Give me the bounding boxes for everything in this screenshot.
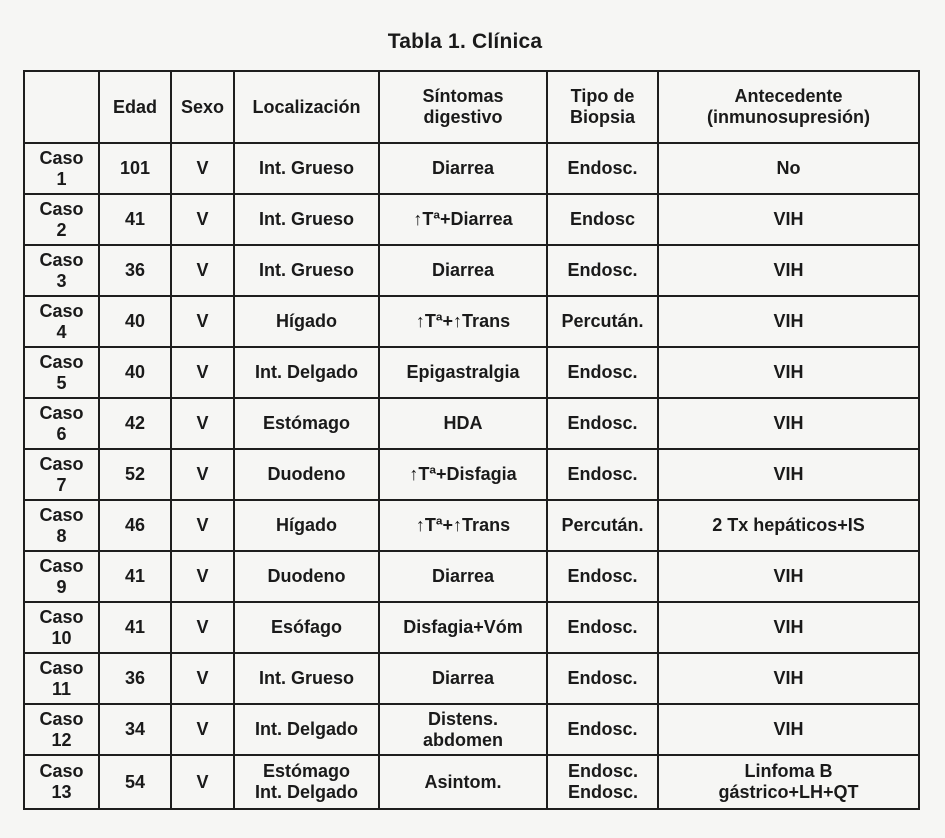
cell-localizacion: Int. Grueso bbox=[234, 143, 379, 194]
table-row bbox=[24, 653, 919, 704]
cell-edad: 52 bbox=[99, 449, 171, 500]
cell-biopsia: Endosc. bbox=[547, 398, 658, 449]
cell-sintomas: HDA bbox=[379, 398, 547, 449]
header-sintomas: Síntomas digestivo bbox=[379, 71, 547, 143]
cell-sexo: V bbox=[171, 602, 234, 653]
cell-edad: 40 bbox=[99, 296, 171, 347]
cell-sintomas: Asintom. bbox=[379, 755, 547, 809]
cell-sexo: V bbox=[171, 143, 234, 194]
cell-caso: Caso 5 bbox=[24, 347, 99, 398]
table-row bbox=[24, 296, 919, 347]
cell-localizacion: Int. Delgado bbox=[234, 704, 379, 755]
cell-localizacion: Hígado bbox=[234, 296, 379, 347]
table-header-row bbox=[24, 71, 919, 143]
cell-sexo: V bbox=[171, 704, 234, 755]
cell-antecedente: No bbox=[658, 143, 919, 194]
cell-edad: 46 bbox=[99, 500, 171, 551]
cell-biopsia: Endosc. bbox=[547, 551, 658, 602]
cell-caso: Caso 2 bbox=[24, 194, 99, 245]
cell-localizacion: Esófago bbox=[234, 602, 379, 653]
header-localizacion: Localización bbox=[234, 71, 379, 143]
cell-antecedente: Linfoma B gástrico+LH+QT bbox=[658, 755, 919, 809]
cell-sexo: V bbox=[171, 398, 234, 449]
cell-biopsia: Endosc. bbox=[547, 245, 658, 296]
cell-edad: 41 bbox=[99, 602, 171, 653]
cell-localizacion: Duodeno bbox=[234, 551, 379, 602]
cell-sexo: V bbox=[171, 551, 234, 602]
header-corner bbox=[24, 71, 99, 143]
cell-edad: 36 bbox=[99, 653, 171, 704]
table-row bbox=[24, 602, 919, 653]
cell-biopsia: Endosc. bbox=[547, 347, 658, 398]
cell-edad: 34 bbox=[99, 704, 171, 755]
table-row bbox=[24, 449, 919, 500]
page-title: Tabla 1. Clínica bbox=[387, 30, 543, 53]
header-edad: Edad bbox=[99, 71, 171, 143]
cell-caso: Caso 7 bbox=[24, 449, 99, 500]
cell-sintomas: Diarrea bbox=[379, 245, 547, 296]
cell-biopsia: Endosc. bbox=[547, 602, 658, 653]
cell-sintomas: Epigastralgia bbox=[379, 347, 547, 398]
cell-sintomas: ↑Tª+↑Trans bbox=[379, 296, 547, 347]
cell-edad: 41 bbox=[99, 551, 171, 602]
cell-localizacion: Duodeno bbox=[234, 449, 379, 500]
cell-biopsia: Percután. bbox=[547, 296, 658, 347]
cell-sexo: V bbox=[171, 449, 234, 500]
table-row bbox=[24, 194, 919, 245]
cell-antecedente: 2 Tx hepáticos+IS bbox=[658, 500, 919, 551]
cell-localizacion: Estómago bbox=[234, 398, 379, 449]
cell-antecedente: VIH bbox=[658, 296, 919, 347]
cell-localizacion: Estómago Int. Delgado bbox=[234, 755, 379, 809]
cell-caso: Caso 12 bbox=[24, 704, 99, 755]
cell-caso: Caso 8 bbox=[24, 500, 99, 551]
cell-biopsia: Percután. bbox=[547, 500, 658, 551]
cell-sintomas: ↑Tª+Disfagia bbox=[379, 449, 547, 500]
cell-biopsia: Endosc. bbox=[547, 449, 658, 500]
cell-caso: Caso 1 bbox=[24, 143, 99, 194]
cell-antecedente: VIH bbox=[658, 347, 919, 398]
cell-edad: 40 bbox=[99, 347, 171, 398]
cell-biopsia: Endosc. bbox=[547, 704, 658, 755]
cell-sexo: V bbox=[171, 245, 234, 296]
table-row bbox=[24, 143, 919, 194]
cell-antecedente: VIH bbox=[658, 245, 919, 296]
cell-biopsia: Endosc. bbox=[547, 653, 658, 704]
cell-caso: Caso 11 bbox=[24, 653, 99, 704]
cell-caso: Caso 3 bbox=[24, 245, 99, 296]
cell-edad: 54 bbox=[99, 755, 171, 809]
cell-sexo: V bbox=[171, 653, 234, 704]
table-row bbox=[24, 551, 919, 602]
cell-localizacion: Hígado bbox=[234, 500, 379, 551]
cell-localizacion: Int. Grueso bbox=[234, 245, 379, 296]
cell-biopsia: Endosc. Endosc. bbox=[547, 755, 658, 809]
table-row bbox=[24, 500, 919, 551]
table-row bbox=[24, 755, 919, 809]
header-sexo: Sexo bbox=[171, 71, 234, 143]
cell-antecedente: VIH bbox=[658, 449, 919, 500]
cell-sintomas: Disfagia+Vóm bbox=[379, 602, 547, 653]
cell-sexo: V bbox=[171, 755, 234, 809]
table-row bbox=[24, 704, 919, 755]
cell-antecedente: VIH bbox=[658, 194, 919, 245]
cell-biopsia: Endosc bbox=[547, 194, 658, 245]
cell-caso: Caso 6 bbox=[24, 398, 99, 449]
table-row bbox=[24, 245, 919, 296]
cell-caso: Caso 13 bbox=[24, 755, 99, 809]
cell-sintomas: ↑Tª+Diarrea bbox=[379, 194, 547, 245]
cell-caso: Caso 4 bbox=[24, 296, 99, 347]
cell-caso: Caso 10 bbox=[24, 602, 99, 653]
cell-sexo: V bbox=[171, 194, 234, 245]
cell-antecedente: VIH bbox=[658, 551, 919, 602]
cell-sintomas: Diarrea bbox=[379, 551, 547, 602]
cell-localizacion: Int. Grueso bbox=[234, 194, 379, 245]
cell-sintomas: ↑Tª+↑Trans bbox=[379, 500, 547, 551]
cell-caso: Caso 9 bbox=[24, 551, 99, 602]
header-antecedente: Antecedente (inmunosupresión) bbox=[658, 71, 919, 143]
cell-edad: 42 bbox=[99, 398, 171, 449]
cell-sintomas: Diarrea bbox=[379, 143, 547, 194]
cell-sintomas: Distens. abdomen bbox=[379, 704, 547, 755]
cell-antecedente: VIH bbox=[658, 398, 919, 449]
clinical-table bbox=[23, 70, 920, 810]
cell-antecedente: VIH bbox=[658, 602, 919, 653]
cell-edad: 101 bbox=[99, 143, 171, 194]
cell-sintomas: Diarrea bbox=[379, 653, 547, 704]
cell-antecedente: VIH bbox=[658, 653, 919, 704]
cell-localizacion: Int. Delgado bbox=[234, 347, 379, 398]
cell-sexo: V bbox=[171, 296, 234, 347]
cell-localizacion: Int. Grueso bbox=[234, 653, 379, 704]
cell-edad: 36 bbox=[99, 245, 171, 296]
table-row bbox=[24, 398, 919, 449]
cell-edad: 41 bbox=[99, 194, 171, 245]
cell-biopsia: Endosc. bbox=[547, 143, 658, 194]
table-row bbox=[24, 347, 919, 398]
cell-sexo: V bbox=[171, 500, 234, 551]
cell-sexo: V bbox=[171, 347, 234, 398]
header-biopsia: Tipo de Biopsia bbox=[547, 71, 658, 143]
cell-antecedente: VIH bbox=[658, 704, 919, 755]
